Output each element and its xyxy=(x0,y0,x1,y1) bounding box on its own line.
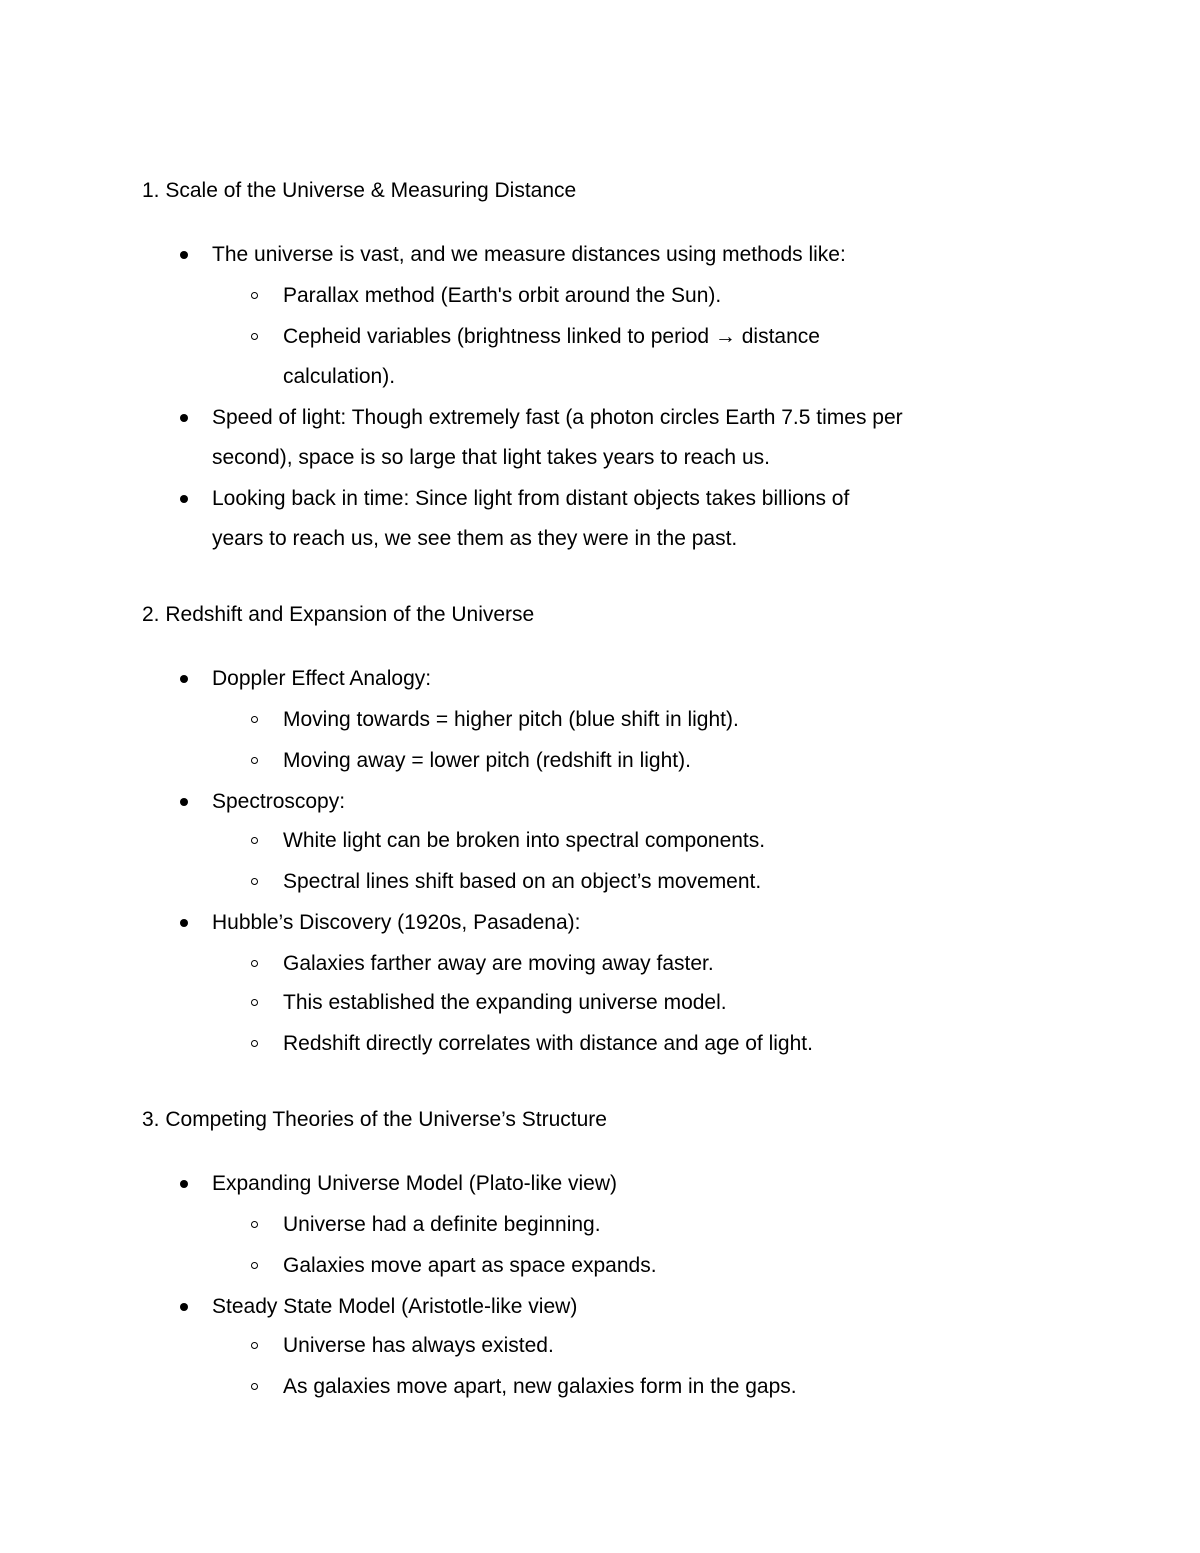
sub-list-item: Moving towards = higher pitch (blue shift in light). xyxy=(283,708,739,731)
section-heading: 1. Scale of the Universe & Measuring Distance xyxy=(142,179,577,202)
list-item: Hubble’s Discovery (1920s, Pasadena): xyxy=(212,911,581,934)
bullet-icon xyxy=(180,1303,188,1311)
list-item: Spectroscopy: xyxy=(212,790,346,813)
bullet-icon xyxy=(180,495,188,503)
list-item: Looking back in time: Since light from distant objects takes billions of xyxy=(212,487,850,510)
sub-list-item: Spectral lines shift based on an object’s movement. xyxy=(283,870,762,893)
circle-bullet-icon xyxy=(251,1383,258,1390)
section-heading: 3. Competing Theories of the Universe’s Structure xyxy=(142,1108,607,1131)
sub-list-item: Moving away = lower pitch (redshift in light). xyxy=(283,749,691,772)
list-item: Doppler Effect Analogy: xyxy=(212,667,432,690)
list-item-continuation: years to reach us, we see them as they were in the past. xyxy=(212,527,738,550)
bullet-icon xyxy=(180,675,188,683)
sub-list-item: Parallax method (Earth's orbit around the Sun). xyxy=(283,284,722,307)
bullet-icon xyxy=(180,919,188,927)
circle-bullet-icon xyxy=(251,1040,258,1047)
list-item: Steady State Model (Aristotle-like view) xyxy=(212,1295,578,1318)
circle-bullet-icon xyxy=(251,878,258,885)
circle-bullet-icon xyxy=(251,960,258,967)
circle-bullet-icon xyxy=(251,1221,258,1228)
bullet-icon xyxy=(180,414,188,422)
list-item: Speed of light: Though extremely fast (a photon circles Earth 7.5 times per xyxy=(212,406,903,429)
circle-bullet-icon xyxy=(251,1342,258,1349)
sub-list-item-continuation: calculation). xyxy=(283,365,396,388)
sub-list-item: Cepheid variables (brightness linked to period → distance xyxy=(283,325,820,348)
sub-list-item: Redshift directly correlates with distance and age of light. xyxy=(283,1032,813,1055)
circle-bullet-icon xyxy=(251,1262,258,1269)
circle-bullet-icon xyxy=(251,292,258,299)
bullet-icon xyxy=(180,251,188,259)
sub-list-item: Universe has always existed. xyxy=(283,1334,554,1357)
sub-list-item: Galaxies farther away are moving away faster. xyxy=(283,952,714,975)
circle-bullet-icon xyxy=(251,837,258,844)
list-item: Expanding Universe Model (Plato-like view) xyxy=(212,1172,618,1195)
list-item-continuation: second), space is so large that light takes years to reach us. xyxy=(212,446,770,469)
bullet-icon xyxy=(180,1180,188,1188)
sub-list-item: Galaxies move apart as space expands. xyxy=(283,1254,657,1277)
circle-bullet-icon xyxy=(251,716,258,723)
sub-list-item: This established the expanding universe model. xyxy=(283,991,727,1014)
list-item: The universe is vast, and we measure distances using methods like: xyxy=(212,243,846,266)
circle-bullet-icon xyxy=(251,999,258,1006)
circle-bullet-icon xyxy=(251,757,258,764)
bullet-icon xyxy=(180,798,188,806)
section-heading: 2. Redshift and Expansion of the Universe xyxy=(142,603,535,626)
circle-bullet-icon xyxy=(251,333,258,340)
sub-list-item: As galaxies move apart, new galaxies form in the gaps. xyxy=(283,1375,797,1398)
sub-list-item: Universe had a definite beginning. xyxy=(283,1213,601,1236)
sub-list-item: White light can be broken into spectral components. xyxy=(283,829,766,852)
